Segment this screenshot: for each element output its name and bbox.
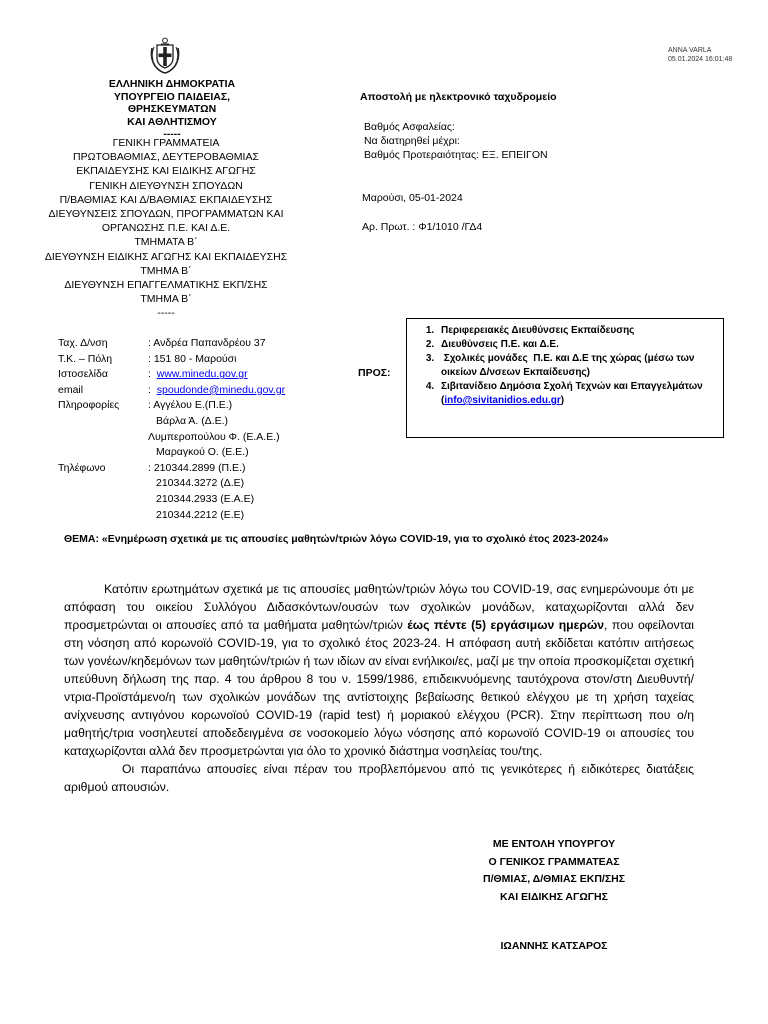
department-line: ΔΙΕΥΘΥΝΣΗ ΕΠΑΓΓΕΛΜΑΤΙΚΗΣ ΕΚΠ/ΣΗΣ bbox=[64, 279, 268, 292]
security-block bbox=[364, 120, 548, 163]
phone-label: Τηλέφωνο bbox=[58, 461, 106, 474]
recipients-list bbox=[415, 324, 717, 408]
header-line: ΚΑΙ ΑΘΛΗΤΙΣΜΟΥ bbox=[127, 115, 217, 128]
department-line: ΤΜΗΜΑ Β΄ bbox=[140, 293, 192, 306]
address-row bbox=[58, 336, 285, 352]
website-link[interactable]: www.minedu.gov.gr bbox=[156, 368, 248, 381]
phone-value: : 210344.2899 (Π.Ε.) bbox=[148, 461, 246, 474]
info-row bbox=[58, 398, 285, 414]
phone-extra: 210344.2933 (Ε.Α.Ε) bbox=[156, 492, 255, 505]
department-line: ΓΕΝΙΚΗ ΓΡΑΜΜΑΤΕΙΑ bbox=[112, 137, 220, 149]
department-line: ΔΙΕΥΘΥΝΣΕΙΣ ΣΠΟΥΔΩΝ, ΠΡΟΓΡΑΜΜΑΤΩΝ ΚΑΙ bbox=[48, 208, 284, 221]
department-line: ΕΚΠΑΙΔΕΥΣΗΣ ΚΑΙ ΕΙΔΙΚΗΣ ΑΓΩΓΗΣ bbox=[76, 165, 256, 178]
protocol-number: Αρ. Πρωτ. : Φ1/1010 /ΓΔ4 bbox=[362, 221, 483, 233]
department-line: ΤΜΗΜΑ Β΄ bbox=[140, 264, 192, 277]
email-row bbox=[58, 383, 285, 399]
info-extra: Βάρλα Ά. (Δ.Ε.) bbox=[156, 414, 229, 427]
phone-extra: 210344.2212 (Ε.Ε) bbox=[156, 508, 245, 521]
signoff-line: ΜΕ ΕΝΤΟΛΗ ΥΠΟΥΡΓΟΥ bbox=[492, 838, 616, 850]
phone-extra-row bbox=[58, 508, 285, 524]
recipients-box bbox=[406, 318, 724, 438]
signoff-line: Ο ΓΕΝΙΚΟΣ ΓΡΑΜΜΑΤΕΑΣ bbox=[488, 855, 620, 868]
keep-until: Να διατηρηθεί μέχρι: bbox=[364, 135, 460, 148]
header-line: ΕΛΛΗΝΙΚΗ ΔΗΜΟΚΡΑΤΙΑ bbox=[108, 78, 236, 90]
website-separator: : bbox=[148, 368, 157, 381]
body-text-part: Κατόπιν ερωτημάτων σχετικά με τις απουσίες μαθητών/τριών λόγω του COVID-19, σας ενημερώνουμε ότι με απόφαση του οικείου Συλλόγου Διδασκόντων/ουσών των σχολικών μονάδων, καταχωρίζονται αλλά δεν προσμετρώνται οι απουσίες από τα μαθήματα μαθητών/τριών bbox=[64, 582, 694, 632]
delivery-method: Αποστολή με ηλεκτρονικό ταχυδρομείο bbox=[360, 91, 557, 103]
digital-signature-stamp bbox=[668, 46, 738, 64]
priority-level: Βαθμός Προτεραιότητας: ΕΞ. ΕΠΕΙΓΟΝ bbox=[364, 149, 548, 162]
info-value: : Αγγέλου Ε.(Π.Ε.) bbox=[148, 399, 233, 412]
document-date: Μαρούσι, 05-01-2024 bbox=[362, 192, 463, 204]
letter-body bbox=[64, 580, 694, 796]
subject-line: ΘΕΜΑ: «Ενημέρωση σχετικά με τις απουσίες μαθητών/τριών λόγω COVID-19, για το σχολικό έτος 2023-2024» bbox=[64, 533, 609, 545]
department-line: ΓΕΝΙΚΗ ΔΙΕΥΘΥΝΣΗ ΣΠΟΥΔΩΝ bbox=[89, 179, 243, 192]
phone-row bbox=[58, 461, 285, 477]
address-label: Ταχ. Δ/νση bbox=[58, 337, 108, 349]
info-extra: Μαραγκού Ο. (Ε.Ε.) bbox=[156, 446, 249, 459]
info-extra-row bbox=[58, 430, 285, 446]
issuer-header bbox=[88, 78, 256, 141]
signature-datetime: 05.01.2024 16:01:48 bbox=[668, 56, 733, 63]
recipient-item bbox=[437, 338, 717, 352]
security-level: Βαθμός Ασφαλείας: bbox=[364, 121, 455, 133]
info-extra-row bbox=[58, 414, 285, 430]
department-line: ΤΜΗΜΑΤΑ Β΄ bbox=[134, 236, 198, 249]
email-link[interactable]: spoudonde@minedu.gov.gr bbox=[156, 383, 286, 396]
phone-extra: 210344.3272 (Δ.Ε) bbox=[156, 477, 245, 490]
phone-extra-row bbox=[58, 492, 285, 508]
recipient-text: Περιφερειακές Διευθύνσεις Εκπαίδευσης bbox=[441, 325, 635, 336]
postcode-row bbox=[58, 352, 285, 368]
recipient-item bbox=[437, 352, 717, 380]
header-separator: ----- bbox=[163, 128, 181, 140]
department-line: ΔΙΕΥΘΥΝΣΗ ΕΙΔΙΚΗΣ ΑΓΩΓΗΣ ΚΑΙ ΕΚΠΑΙΔΕΥΣΗΣ bbox=[44, 250, 288, 263]
department-block bbox=[42, 136, 290, 321]
postcode-value: : 151 80 - Μαρούσι bbox=[148, 352, 237, 365]
signature-name: ANNA VARLA bbox=[668, 47, 712, 54]
recipient-item bbox=[437, 324, 717, 338]
info-extra: Λυμπεροπούλου Φ. (Ε.Α.Ε.) bbox=[148, 430, 280, 443]
header-line: ΥΠΟΥΡΓΕΙΟ ΠΑΙΔΕΙΑΣ, ΘΡΗΣΚΕΥΜΑΤΩΝ bbox=[113, 90, 231, 115]
signoff-block bbox=[454, 836, 654, 906]
recipients-label: ΠΡΟΣ: bbox=[358, 367, 391, 379]
department-line: ----- bbox=[157, 307, 175, 320]
body-paragraph: Οι παραπάνω απουσίες είναι πέραν του προβλεπόμενου από τις γενικότερες ή ειδικότερες διατάξεις αριθμού απουσιών. bbox=[64, 762, 694, 794]
postcode-label: Τ.Κ. – Πόλη bbox=[58, 352, 113, 365]
body-text-part: , που οφείλονται στη νόσηση από κορωνοϊό COVID-19, για το σχολικό έτος 2023-24. Η απόφαση αυτή εκδίδεται κατόπιν αιτήσεως των γονέων/κηδεμόνων των μαθητών/τριών ή των ιδίων αν είναι ενήλικοι/ες, μαζί με την οποία προσκομίζεται σχετική υπεύθυνη δήλωση της παρ. 4 του άρθρου 8 του ν. 1599/1986, επιδεικνυόμενης ταυτόχρονα στον/στη Διευθυντή/ντρια-Προϊστάμενο/η των σχολικών μονάδων της αντίστοιχης βεβαίωσης θετικού ελέγχου με τη χρήση ταχείας ανίχνευσης αντιγόνου κορωνοϊού COVID-19 (rapid test) ή μοριακού ελέγχου (PCR). Στην περίπτωση που ο/η μαθητής/τρια νοσηλευτεί αποδεδειγμένα σε νοσοκομείο λόγω νόσησης από κορωνοϊό COVID-19 οι απουσίες του καταχωρίζονται αλλά δεν προσμετρώνται για όλο το χρονικό διάστημα νοσηλείας του/της. bbox=[64, 618, 694, 758]
greek-coat-of-arms-icon bbox=[148, 36, 182, 74]
recipient-item: 4. Σιβιτανίδειο Δημόσια Σχολή Τεχνών και Επαγγελμάτων (info@sivitanidios.edu.gr) bbox=[437, 380, 717, 408]
info-label: Πληροφορίες bbox=[58, 399, 120, 412]
contact-info bbox=[58, 336, 285, 523]
info-extra-row bbox=[58, 445, 285, 461]
recipient-text: Σιβιτανίδειο Δημόσια Σχολή Τεχνών και Επαγγελμάτων bbox=[441, 381, 703, 392]
recipient-email-link[interactable]: info@sivitanidios.edu.gr bbox=[444, 395, 561, 406]
signoff-line: Π/ΘΜΙΑΣ, Δ/ΘΜΙΑΣ ΕΚΠ/ΣΗΣ bbox=[482, 873, 626, 885]
department-line: ΠΡΩΤΟΒΑΘΜΙΑΣ, ΔΕΥΤΕΡΟΒΑΘΜΙΑΣ bbox=[73, 151, 259, 164]
email-separator: : bbox=[148, 383, 157, 396]
recipient-text: Σχολικές μονάδες Π.Ε. και Δ.Ε της χώρας (μέσω των οικείων Δ/νσεων Εκπαίδευσης) bbox=[441, 353, 698, 378]
body-emphasis: έως πέντε (5) εργάσιμων ημερών bbox=[407, 618, 605, 632]
recipient-text: Διευθύνσεις Π.Ε. και Δ.Ε. bbox=[441, 339, 559, 350]
phone-extra-row bbox=[58, 476, 285, 492]
website-row bbox=[58, 367, 285, 383]
department-line: ΟΡΓΑΝΩΣΗΣ Π.Ε. ΚΑΙ Δ.Ε. bbox=[101, 222, 231, 235]
signer-name: ΙΩΑΝΝΗΣ ΚΑΤΣΑΡΟΣ bbox=[500, 940, 608, 952]
address-value: : Ανδρέα Παπανδρέου 37 bbox=[148, 337, 266, 349]
body-paragraph bbox=[64, 580, 694, 760]
website-label: Ιστοσελίδα bbox=[58, 368, 108, 381]
department-line: Π/ΒΑΘΜΙΑΣ ΚΑΙ Δ/ΒΑΘΜΙΑΣ ΕΚΠΑΙΔΕΥΣΗΣ bbox=[59, 193, 273, 206]
signoff-line: ΚΑΙ ΕΙΔΙΚΗΣ ΑΓΩΓΗΣ bbox=[500, 890, 608, 903]
email-label: email bbox=[58, 383, 84, 396]
